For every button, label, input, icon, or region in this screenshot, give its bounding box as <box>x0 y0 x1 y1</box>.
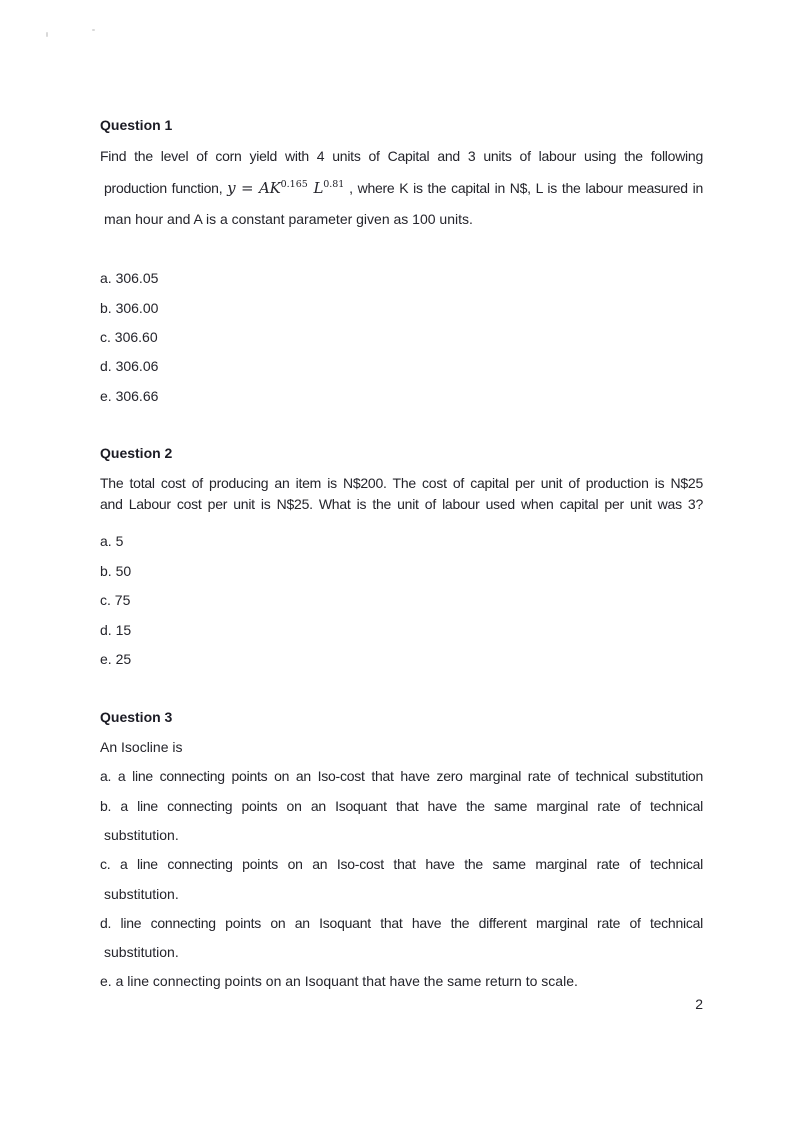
question-3-option-a: a. a line connecting points on an Iso-cost that have zero marginal rate of technical substitution <box>100 768 703 784</box>
question-1-heading: Question 1 <box>100 117 173 133</box>
question-3-option-c-line-2: substitution. <box>104 886 179 902</box>
question-3-intro: An Isocline is <box>100 739 183 755</box>
question-3-option-b-line-2: substitution. <box>104 827 179 843</box>
question-1-option-e: e. 306.66 <box>100 388 159 404</box>
question-1-option-d: d. 306.06 <box>100 358 159 374</box>
question-2-body-line-1: The total cost of producing an item is N$200. The cost of capital per unit of production is N$25 <box>100 475 703 491</box>
question-2-option-e: e. 25 <box>100 651 132 667</box>
question-1-body-line-2 <box>104 176 703 197</box>
scan-artifact <box>92 29 95 31</box>
question-3-option-e: e. a line connecting points on an Isoquant that have the same return to scale. <box>100 973 578 989</box>
question-1-option-b: b. 306.00 <box>100 300 159 316</box>
question-2-heading: Question 2 <box>100 445 173 461</box>
question-3-option-d-line-1: d. line connecting points on an Isoquant that have the different marginal rate of technical <box>100 915 703 931</box>
production-function-formula: $y = AK^{0.165}$ $L^{0.81}$ <box>227 179 345 197</box>
question-1-body-line-3: man hour and A is a constant parameter given as 100 units. <box>104 211 473 227</box>
question-3-option-b-line-1: b. a line connecting points on an Isoquant that have the same marginal rate of technical <box>100 798 703 814</box>
question-3-option-d-line-2: substitution. <box>104 944 179 960</box>
page-number: 2 <box>695 996 703 1012</box>
question-2-option-b: b. 50 <box>100 563 132 579</box>
question-2-option-d: d. 15 <box>100 622 132 638</box>
question-3-option-c-line-1: c. a line connecting points on an Iso-cost that have the same marginal rate of technical <box>100 856 703 872</box>
question-1-option-a: a. 306.05 <box>100 270 159 286</box>
question-1-body-line-1: Find the level of corn yield with 4 units of Capital and 3 units of labour using the following <box>100 148 703 164</box>
question-2-option-c: c. 75 <box>100 592 131 608</box>
scan-artifact <box>46 32 48 37</box>
formula-post-text: , where K is the capital in N$, L is the labour measured in <box>349 180 703 196</box>
question-1-option-c: c. 306.60 <box>100 329 158 345</box>
question-2-option-a: a. 5 <box>100 533 124 549</box>
question-3-heading: Question 3 <box>100 709 173 725</box>
question-2-body-line-2: and Labour cost per unit is N$25. What is the unit of labour used when capital per unit was 3? <box>100 496 703 512</box>
formula-pre-text: production function, <box>104 180 223 196</box>
